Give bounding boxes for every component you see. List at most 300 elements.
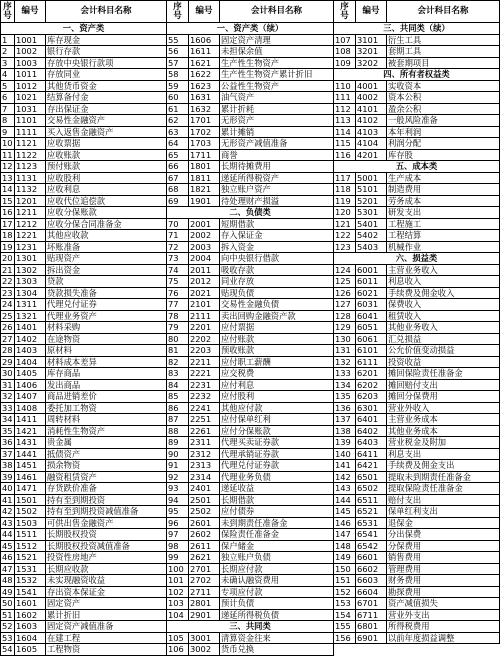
table-row — [334, 391, 500, 403]
table-row — [167, 195, 334, 207]
header-name: 会计科目名称 — [46, 1, 167, 23]
row-name: 应付债券 — [220, 506, 334, 518]
row-name: 持有至到期投资减值准备 — [46, 506, 167, 518]
table-row — [334, 575, 500, 587]
row-name: 无形资产 — [220, 115, 334, 127]
table-row — [1, 483, 167, 495]
row-name: 应付票据 — [220, 322, 334, 334]
row-name: 摊回分保费用 — [387, 391, 500, 403]
row-seq: 33 — [2, 402, 13, 413]
row-seq: 42 — [2, 506, 13, 517]
row-seq: 59 — [167, 80, 189, 92]
row-name: 代理业务资产 — [46, 310, 167, 322]
row-seq: 87 — [167, 414, 189, 426]
row-code: 1406 — [15, 379, 46, 391]
table-row — [1, 563, 167, 575]
row-name: 累计折耗 — [220, 103, 334, 115]
row-name: 本年利润 — [387, 126, 500, 138]
row-seq: 156 — [334, 632, 356, 644]
table-row — [334, 241, 500, 253]
row-seq: 63 — [167, 126, 189, 138]
table-row — [334, 287, 500, 299]
row-seq: 50 — [2, 598, 13, 609]
row-name: 吸收存款 — [220, 264, 334, 276]
row-code: 2101 — [189, 299, 220, 311]
row-name: 递延所得税资产 — [220, 172, 334, 184]
row-code: 1821 — [189, 184, 220, 196]
row-seq: 61 — [167, 103, 189, 115]
table-row — [334, 379, 500, 391]
row-name: 存入保证金 — [220, 230, 334, 242]
table-row — [1, 414, 167, 426]
section-title: 二、负债类 — [167, 207, 334, 219]
row-name: 套期工具 — [387, 46, 500, 58]
row-code: 6041 — [356, 310, 387, 322]
row-name: 分出保费 — [387, 529, 500, 541]
subject-column-2 — [166, 0, 334, 656]
row-name: 交易性金融负债 — [220, 299, 334, 311]
row-name: 消耗性生物资产 — [46, 425, 167, 437]
table-row — [334, 184, 500, 196]
row-name: 营业外支出 — [387, 609, 500, 621]
row-name: 代理兑付证券 — [46, 299, 167, 311]
row-seq: 142 — [334, 471, 356, 483]
row-code: 6604 — [356, 586, 387, 598]
row-name: 保户储金 — [220, 540, 334, 552]
section-row — [334, 253, 500, 265]
row-code: 6201 — [356, 368, 387, 380]
row-seq: 62 — [167, 115, 189, 127]
row-seq: 93 — [167, 483, 189, 495]
table-row — [1, 609, 167, 621]
row-code: 6051 — [356, 322, 387, 334]
row-code: 1601 — [15, 598, 46, 610]
table-row — [334, 563, 500, 575]
row-code: 6061 — [356, 333, 387, 345]
row-seq: 137 — [334, 414, 356, 426]
row-seq: 110 — [334, 80, 356, 92]
row-seq: 73 — [167, 253, 189, 265]
row-name: 拆出资金 — [46, 264, 167, 276]
table-row — [334, 138, 500, 150]
row-name: 可供出售金融资产 — [46, 517, 167, 529]
row-seq: 101 — [167, 575, 189, 587]
row-code: 6111 — [356, 356, 387, 368]
row-name: 独立账户负债 — [220, 552, 334, 564]
row-name: 银行存款 — [46, 46, 167, 58]
row-name: 卖出回购金融资产款 — [220, 310, 334, 322]
table-row — [1, 632, 167, 644]
row-name: 库存商品 — [46, 368, 167, 380]
row-name: 发出商品 — [46, 379, 167, 391]
row-code: 4201 — [356, 149, 387, 161]
row-seq: 134 — [334, 379, 356, 391]
row-seq: 105 — [167, 632, 189, 644]
row-code: 2231 — [189, 379, 220, 391]
row-seq: 82 — [167, 356, 189, 368]
row-code: 4104 — [356, 138, 387, 150]
row-code: 6602 — [356, 563, 387, 575]
row-name: 同业存放 — [220, 276, 334, 288]
row-seq: 37 — [2, 448, 13, 459]
row-name: 代理买卖证券款 — [220, 437, 334, 449]
row-name: 工程结算 — [387, 230, 500, 242]
row-seq: 12 — [2, 161, 13, 172]
table-row — [167, 218, 334, 230]
row-name: 递延所得税负债 — [220, 609, 334, 621]
row-seq: 14 — [2, 184, 13, 195]
row-seq: 23 — [2, 287, 13, 298]
row-seq: 27 — [2, 333, 13, 344]
table-row — [334, 448, 500, 460]
table-row — [167, 483, 334, 495]
row-name: 研发支出 — [387, 207, 500, 219]
table-row — [334, 402, 500, 414]
table-row — [167, 379, 334, 391]
table-row — [334, 586, 500, 598]
row-name: 其他应付款 — [220, 402, 334, 414]
table-row — [1, 57, 167, 69]
row-name: 工程物资 — [46, 644, 167, 656]
row-code: 2261 — [189, 425, 220, 437]
row-seq: 103 — [167, 598, 189, 610]
row-seq: 139 — [334, 437, 356, 449]
row-name: 衍生工具 — [387, 34, 500, 46]
row-code: 1111 — [15, 126, 46, 138]
table-row — [167, 103, 334, 115]
row-code: 1471 — [15, 483, 46, 495]
section-row — [334, 161, 500, 173]
table-row — [167, 345, 334, 357]
row-code: 1541 — [15, 586, 46, 598]
row-name: 应交税费 — [220, 368, 334, 380]
row-name: 材料成本差异 — [46, 356, 167, 368]
table-row — [1, 92, 167, 104]
table-row — [1, 172, 167, 184]
row-seq: 153 — [334, 598, 356, 610]
row-seq: 111 — [334, 92, 356, 104]
row-name: 摊回赔付支出 — [387, 379, 500, 391]
table-row — [334, 172, 500, 184]
table-row — [334, 218, 500, 230]
row-name: 其他业务收入 — [387, 322, 500, 334]
row-seq: 25 — [2, 310, 13, 321]
row-code: 1603 — [15, 621, 46, 633]
row-code: 2311 — [189, 437, 220, 449]
row-code: 2702 — [189, 575, 220, 587]
row-name: 累计折旧 — [46, 609, 167, 621]
row-seq: 10 — [2, 138, 13, 149]
row-code: 2401 — [189, 483, 220, 495]
row-code: 1003 — [15, 57, 46, 69]
row-seq: 44 — [2, 529, 13, 540]
row-name: 未实现融资收益 — [46, 575, 167, 587]
row-name: 管理费用 — [387, 563, 500, 575]
row-code: 6202 — [356, 379, 387, 391]
row-code: 1132 — [15, 184, 46, 196]
table-row — [1, 644, 167, 656]
row-code: 1521 — [15, 552, 46, 564]
table-row — [167, 149, 334, 161]
row-name: 融资租赁资产 — [46, 471, 167, 483]
row-name: 拆入资金 — [220, 241, 334, 253]
row-seq: 39 — [2, 471, 13, 482]
row-code: 1121 — [15, 138, 46, 150]
row-code: 1408 — [15, 402, 46, 414]
row-name: 被套期项目 — [387, 57, 500, 69]
row-seq: 144 — [334, 494, 356, 506]
table-row — [334, 632, 500, 644]
row-seq: 51 — [2, 609, 13, 620]
section-row — [167, 23, 334, 35]
row-code: 1702 — [189, 126, 220, 138]
row-code: 2314 — [189, 471, 220, 483]
row-name: 勘探费用 — [387, 586, 500, 598]
row-name: 资产减值损失 — [387, 598, 500, 610]
row-code: 1811 — [189, 172, 220, 184]
row-code: 2901 — [189, 609, 220, 621]
row-seq: 136 — [334, 402, 356, 414]
row-code: 1602 — [15, 609, 46, 621]
row-seq: 143 — [334, 483, 356, 495]
row-seq: 140 — [334, 448, 356, 460]
row-code: 6542 — [356, 540, 387, 552]
row-name: 资本公积 — [387, 92, 500, 104]
row-name: 制造费用 — [387, 184, 500, 196]
table-row — [167, 598, 334, 610]
row-code: 1001 — [15, 34, 46, 46]
row-code: 1002 — [15, 46, 46, 58]
table-row — [167, 540, 334, 552]
section-row — [1, 23, 167, 35]
table-row — [167, 57, 334, 69]
row-name: 在建工程 — [46, 632, 167, 644]
row-seq: 18 — [2, 230, 13, 241]
row-name: 应收分保合同准备金 — [46, 218, 167, 230]
header-seq: 序 号 — [1, 1, 15, 23]
table-row — [167, 322, 334, 334]
header-seq: 序 号 — [167, 1, 189, 23]
table-row — [334, 310, 500, 322]
row-code: 1012 — [15, 80, 46, 92]
table-row — [167, 448, 334, 460]
table-row — [167, 184, 334, 196]
row-name: 提取未到期责任准备金 — [387, 471, 500, 483]
table-row — [1, 437, 167, 449]
table-row — [334, 149, 500, 161]
table-row — [1, 356, 167, 368]
row-code: 1231 — [15, 241, 46, 253]
row-code: 3002 — [189, 644, 220, 656]
table-row — [1, 34, 167, 46]
header-code: 编号 — [15, 1, 46, 23]
row-code: 6411 — [356, 448, 387, 460]
row-seq: 26 — [2, 322, 13, 333]
table-row — [167, 644, 334, 656]
row-code: 1021 — [15, 92, 46, 104]
row-name: 应收账款 — [46, 149, 167, 161]
row-code: 1031 — [15, 103, 46, 115]
row-code: 6403 — [356, 437, 387, 449]
table-row — [1, 368, 167, 380]
row-name: 预计负债 — [220, 598, 334, 610]
table-row — [334, 540, 500, 552]
row-name: 坏账准备 — [46, 241, 167, 253]
row-name: 保费收入 — [387, 299, 500, 311]
row-code: 1122 — [15, 149, 46, 161]
row-name: 存货跌价准备 — [46, 483, 167, 495]
row-seq: 120 — [334, 207, 356, 219]
row-name: 汇兑损益 — [387, 333, 500, 345]
row-seq: 99 — [167, 552, 189, 564]
row-name: 投资性房地产 — [46, 552, 167, 564]
table-row — [334, 322, 500, 334]
table-row — [167, 425, 334, 437]
row-code: 1611 — [189, 46, 220, 58]
row-name: 生产性生物资产 — [220, 57, 334, 69]
table-row — [1, 115, 167, 127]
row-seq: 80 — [167, 333, 189, 345]
row-seq: 125 — [334, 276, 356, 288]
row-name: 主营业务成本 — [387, 414, 500, 426]
row-seq: 98 — [167, 540, 189, 552]
row-name: 贵金属 — [46, 437, 167, 449]
row-name: 独立账户资产 — [220, 184, 334, 196]
row-name: 油气资产 — [220, 92, 334, 104]
row-code: 2202 — [189, 333, 220, 345]
section-title: 一、资产类 — [1, 23, 167, 35]
row-name: 其他应收款 — [46, 230, 167, 242]
row-name: 贷款损失准备 — [46, 287, 167, 299]
row-code: 1401 — [15, 322, 46, 334]
row-seq: 28 — [2, 345, 13, 356]
row-code: 1304 — [15, 287, 46, 299]
row-code: 6101 — [356, 345, 387, 357]
row-code: 1431 — [15, 437, 46, 449]
row-name: 公允价值变动损益 — [387, 345, 500, 357]
table-row — [167, 552, 334, 564]
table-row — [334, 494, 500, 506]
table-row — [167, 575, 334, 587]
row-name: 材料采购 — [46, 322, 167, 334]
row-code: 3001 — [189, 632, 220, 644]
table-row — [1, 126, 167, 138]
table-row — [167, 276, 334, 288]
row-seq: 129 — [334, 322, 356, 334]
row-seq: 3 — [1, 57, 15, 69]
table-row — [1, 621, 167, 633]
row-seq: 95 — [167, 506, 189, 518]
row-seq: 154 — [334, 609, 356, 621]
table-row — [167, 34, 334, 46]
row-name: 待处理财产损溢 — [220, 195, 334, 207]
row-name: 周转材料 — [46, 414, 167, 426]
row-code: 6531 — [356, 517, 387, 529]
table-row — [167, 333, 334, 345]
row-seq: 4 — [1, 69, 15, 81]
row-seq: 102 — [167, 586, 189, 598]
row-code: 6031 — [356, 299, 387, 311]
row-seq: 72 — [167, 241, 189, 253]
row-name: 预收账款 — [220, 345, 334, 357]
table-row — [334, 80, 500, 92]
table-row — [1, 149, 167, 161]
table-row — [334, 460, 500, 472]
row-name: 未确认融资费用 — [220, 575, 334, 587]
row-code: 2001 — [189, 218, 220, 230]
section-title: 三、共同类 — [167, 621, 334, 633]
row-name: 结算备付金 — [46, 92, 167, 104]
row-code: 6401 — [356, 414, 387, 426]
header-name: 会计科目名称 — [387, 1, 500, 23]
row-seq: 58 — [167, 69, 189, 81]
header-name: 会计科目名称 — [220, 1, 334, 23]
row-seq: 90 — [167, 448, 189, 460]
row-name: 应付职工薪酬 — [220, 356, 334, 368]
row-code: 2221 — [189, 368, 220, 380]
row-code: 6801 — [356, 621, 387, 633]
row-seq: 141 — [334, 460, 356, 472]
table-row — [1, 138, 167, 150]
row-name: 抵债资产 — [46, 448, 167, 460]
section-title: 三、共同类（续） — [334, 23, 500, 35]
row-name: 存放同业 — [46, 69, 167, 81]
table-row — [167, 80, 334, 92]
row-name: 利润分配 — [387, 138, 500, 150]
row-name: 公益性生物资产 — [220, 80, 334, 92]
row-code: 1622 — [189, 69, 220, 81]
row-code: 2012 — [189, 276, 220, 288]
row-code: 1502 — [15, 506, 46, 518]
row-code: 1703 — [189, 138, 220, 150]
table-row — [167, 414, 334, 426]
row-name: 委托加工物资 — [46, 402, 167, 414]
row-name: 应付股利 — [220, 391, 334, 403]
row-code: 2021 — [189, 287, 220, 299]
row-code: 2313 — [189, 460, 220, 472]
row-name: 应付分保账款 — [220, 425, 334, 437]
row-name: 生产成本 — [387, 172, 500, 184]
row-code: 1131 — [15, 172, 46, 184]
row-seq: 54 — [2, 644, 13, 655]
row-name: 财务费用 — [387, 575, 500, 587]
row-seq: 104 — [167, 609, 189, 621]
row-code: 1701 — [189, 115, 220, 127]
row-code: 5301 — [356, 207, 387, 219]
row-code: 1311 — [15, 299, 46, 311]
row-name: 商品进销差价 — [46, 391, 167, 403]
row-name: 库存股 — [387, 149, 500, 161]
table-row — [334, 115, 500, 127]
row-code: 4002 — [356, 92, 387, 104]
row-name: 长期股权投资 — [46, 529, 167, 541]
row-code: 6021 — [356, 287, 387, 299]
row-name: 摊回保险责任准备金 — [387, 368, 500, 380]
table-row — [167, 253, 334, 265]
row-seq: 108 — [334, 46, 356, 58]
row-name: 长期应付款 — [220, 563, 334, 575]
row-seq: 149 — [334, 552, 356, 564]
row-seq: 83 — [167, 368, 189, 380]
table-row — [167, 529, 334, 541]
row-seq: 128 — [334, 310, 356, 322]
table-row — [1, 598, 167, 610]
row-name: 所得税费用 — [387, 621, 500, 633]
table-row — [1, 241, 167, 253]
row-code: 1631 — [189, 92, 220, 104]
row-seq: 145 — [334, 506, 356, 518]
table-row — [1, 345, 167, 357]
